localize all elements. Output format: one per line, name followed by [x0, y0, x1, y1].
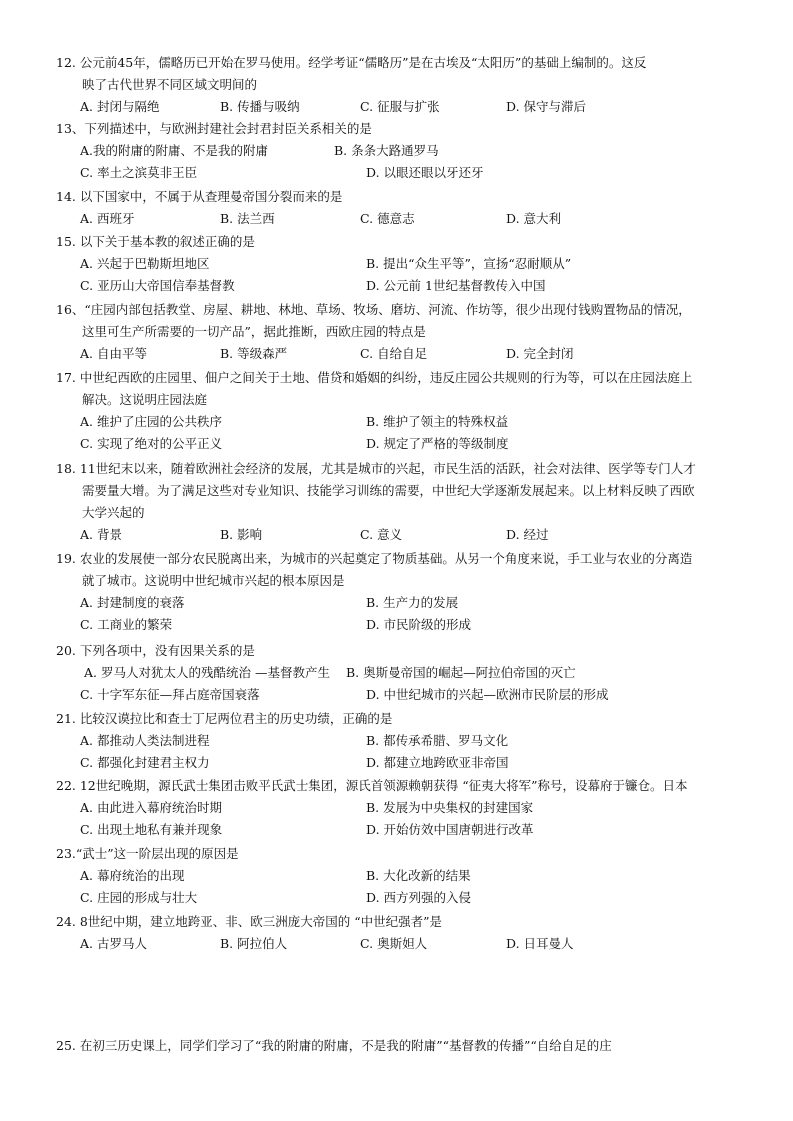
question-24 [56, 911, 746, 955]
options-row [56, 140, 746, 162]
question-stem-line2: 这里可生产所需要的一切产品”，据此推断，西欧庄园的特点是 [82, 324, 426, 339]
option-b: B. 维护了领主的特殊权益 [366, 414, 509, 429]
question-stem: 16、“庄园内部包括教堂、房屋、耕地、林地、草场、牧场、磨坊、河流、作坊等，很少出现付钱购置物品的情况， [56, 302, 691, 317]
question-stem: 15. 以下关于基本教的叙述正确的是 [56, 234, 255, 249]
option-a: A. 封闭与隔绝 [80, 99, 160, 114]
options-row [56, 933, 746, 955]
option-b: B. 提出“众生平等”，宣扬“忍耐顺从” [366, 256, 572, 271]
question-stem: 13、下列描述中，与欧洲封建社会封君封臣关系相关的是 [56, 121, 372, 136]
option-a: A. 兴起于巴勒斯坦地区 [80, 256, 210, 271]
option-c: C. 实现了绝对的公平正义 [80, 436, 223, 451]
question-stem-line2: 就了城市。这说明中世纪城市兴起的根本原因是 [82, 573, 345, 588]
question-stem: 20. 下列各项中，没有因果关系的是 [56, 643, 255, 658]
option-c: C. 亚历山大帝国信奉基督教 [80, 278, 235, 293]
question-stem: 24. 8世纪中期，建立地跨亚、非、欧三洲庞大帝国的 “中世纪强者”是 [56, 914, 443, 929]
question-stem-line2: 映了古代世界不同区域文明间的 [82, 77, 258, 92]
option-a: A. 西班牙 [80, 211, 135, 226]
options-row [56, 752, 746, 774]
options-row [56, 865, 746, 887]
question-stem: 21. 比较汉谟拉比和查士丁尼两位君主的历史功绩，正确的是 [56, 711, 393, 726]
option-b: B. 生产力的发展 [366, 595, 459, 610]
option-c: C. 德意志 [360, 211, 415, 226]
option-c: C. 意义 [360, 527, 403, 542]
question-stem: 23.“武士”这一阶层出现的原因是 [56, 846, 239, 861]
question-13 [56, 118, 746, 184]
options-row [56, 162, 746, 184]
question-12 [56, 52, 746, 118]
options-row [56, 208, 746, 230]
option-a: A. 自由平等 [80, 346, 147, 361]
question-stem-line2: 需要量大增。为了满足这些对专业知识、技能学习训练的需要，中世纪大学逐渐发展起来。以上材料反映了西欧 [82, 483, 695, 498]
option-b: B. 等级森严 [220, 346, 288, 361]
option-a: A. 由此进入幕府统治时期 [80, 800, 222, 815]
question-stem: 19. 农业的发展使一部分农民脱离出来，为城市的兴起奠定了物质基础。从另一个角度来说，手工业与农业的分离造 [56, 551, 693, 566]
question-25: 25. 在初三历史课上，同学们学习了“我的附庸的附庸，不是我的附庸”“基督教的传播”“自给自足的庄 [56, 1038, 612, 1053]
options-row [56, 662, 746, 684]
option-d: D. 以眼还眼以牙还牙 [366, 165, 484, 180]
question-stem: 17. 中世纪西欧的庄园里、佃户之间关于土地、借贷和婚姻的纠纷，违反庄园公共规则的行为等，可以在庄园法庭上 [56, 370, 693, 385]
option-a: A. 古罗马人 [80, 936, 147, 951]
option-b: B. 法兰西 [220, 211, 275, 226]
option-c: C. 自给自足 [360, 346, 428, 361]
options-row [56, 614, 746, 636]
option-c: C. 率土之滨莫非王臣 [80, 165, 198, 180]
option-a: A. 维护了庄园的公共秩序 [80, 414, 222, 429]
option-a: A. 都推动人类法制进程 [80, 733, 210, 748]
options-row [56, 275, 746, 297]
option-c: C. 十字军东征—拜占庭帝国衰落 [80, 687, 260, 702]
option-c: C. 庄园的形成与壮大 [80, 890, 198, 905]
question-16 [56, 299, 746, 365]
options-row [56, 343, 746, 365]
option-a: A. 背景 [80, 527, 122, 542]
option-a: A.我的附庸的附庸、不是我的附庸 [80, 143, 269, 158]
option-c: C. 出现土地私有兼并现象 [80, 822, 223, 837]
question-22 [56, 775, 746, 841]
question-19 [56, 548, 746, 636]
option-a: A. 幕府统治的出现 [80, 868, 185, 883]
question-stem: 22. 12世纪晚期，源氏武士集团击败平氏武士集团，源氏首领源赖朝获得 “征夷大将军”称号，设幕府于镰仓。日本 [56, 778, 688, 793]
option-b: B. 阿拉伯人 [220, 936, 288, 951]
question-stem: 14. 以下国家中，不属于从查理曼帝国分裂而来的是 [56, 189, 343, 204]
options-row [56, 433, 746, 455]
option-b: B. 传播与吸纳 [220, 99, 300, 114]
option-d: D. 日耳曼人 [506, 936, 574, 951]
option-d: D. 规定了严格的等级制度 [366, 436, 509, 451]
question-stem-line3: 大学兴起的 [82, 505, 145, 520]
option-a: A. 罗马人对犹太人的残酷统治 —基督教产生 [84, 665, 330, 680]
option-b: B. 影响 [220, 527, 263, 542]
options-row [56, 684, 746, 706]
question-stem-line2: 解决。这说明庄园法庭 [82, 392, 208, 407]
option-b: B. 发展为中央集权的封建国家 [366, 800, 534, 815]
option-c: C. 征服与扩张 [360, 99, 440, 114]
question-14 [56, 186, 746, 230]
options-row [56, 592, 746, 614]
question-21 [56, 708, 746, 774]
option-d: D. 意大利 [506, 211, 562, 226]
question-stem: 18. 11世纪末以来，随着欧洲社会经济的发展，尤其是城市的兴起，市民生活的活跃，社会对法律、医学等专门人才 [56, 461, 696, 476]
options-row [56, 819, 746, 841]
question-stem: 12. 公元前45年，儒略历已开始在罗马使用。经学考证“儒略历”是在古埃及“太阳历”的基础上编制的。这反 [56, 55, 647, 70]
question-18 [56, 458, 746, 546]
option-d: D. 公元前 1世纪基督教传入中国 [366, 278, 546, 293]
options-row [56, 253, 746, 275]
option-d: D. 中世纪城市的兴起—欧洲市民阶层的形成 [366, 687, 609, 702]
option-b: B. 大化改新的结果 [366, 868, 471, 883]
option-d: D. 市民阶级的形成 [366, 617, 472, 632]
question-15 [56, 231, 746, 297]
option-c: C. 奥斯妲人 [360, 936, 428, 951]
question-23 [56, 843, 746, 909]
option-b: B. 条条大路通罗马 [334, 143, 439, 158]
option-d: D. 保守与滞后 [506, 99, 587, 114]
option-c: C. 工商业的繁荣 [80, 617, 173, 632]
option-a: A. 封建制度的衰落 [80, 595, 185, 610]
option-d: D. 经过 [506, 527, 549, 542]
options-row [56, 730, 746, 752]
options-row [56, 411, 746, 433]
option-d: D. 完全封闭 [506, 346, 574, 361]
option-d: D. 西方列强的入侵 [366, 890, 472, 905]
options-row [56, 797, 746, 819]
option-d: D. 都建立地跨欧亚非帝国 [366, 755, 509, 770]
options-row [56, 96, 746, 118]
option-b: B. 都传承希腊、罗马文化 [366, 733, 509, 748]
option-c: C. 都强化封建君主权力 [80, 755, 210, 770]
options-row [56, 887, 746, 909]
question-20 [56, 640, 746, 706]
option-b: B. 奥斯曼帝国的崛起—阿拉伯帝国的灭亡 [346, 665, 576, 680]
options-row [56, 524, 746, 546]
question-17 [56, 367, 746, 455]
option-d: D. 开始仿效中国唐朝进行改革 [366, 822, 534, 837]
